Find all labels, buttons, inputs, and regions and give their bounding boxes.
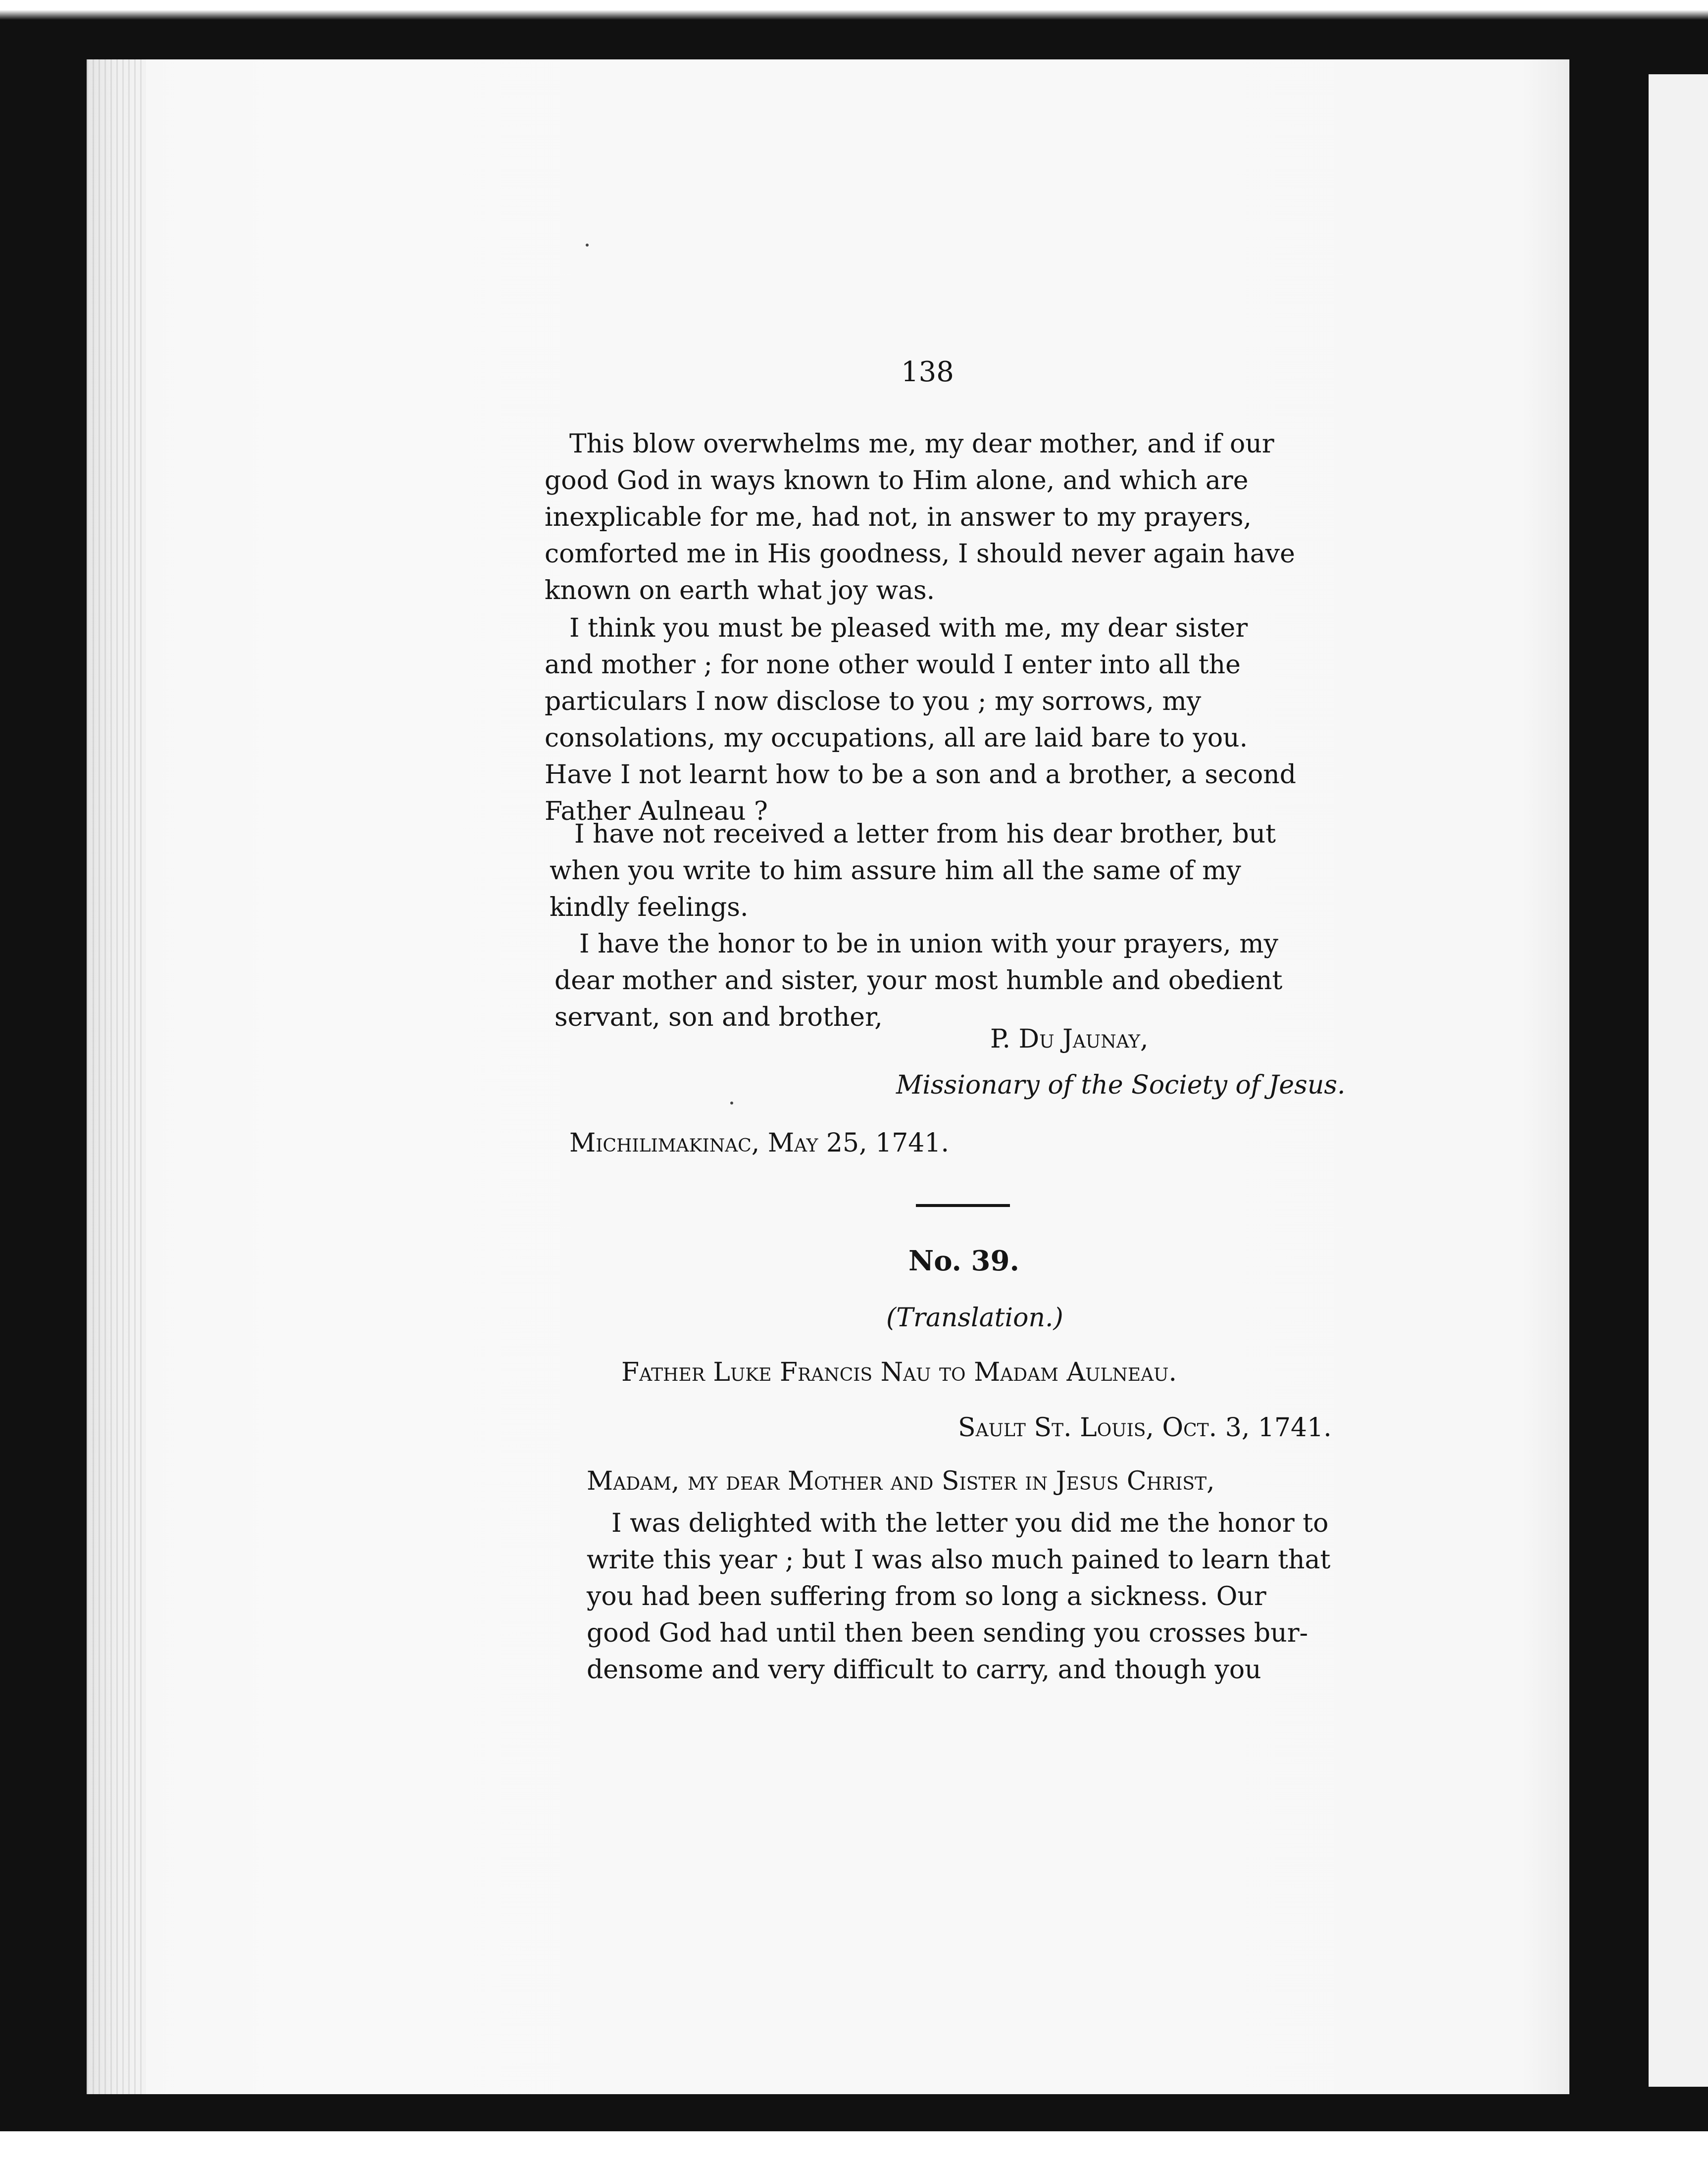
text-line: when you write to him assure him all the same of my <box>550 856 1241 886</box>
text-line: I was delighted with the letter you did me the honor to <box>611 1508 1329 1538</box>
letter1-paragraph-3 <box>550 816 1352 926</box>
closing-line: servant, son and brother, <box>554 1003 883 1032</box>
signature: P. Du Jaunay, <box>990 1024 1149 1054</box>
letter1-paragraph-1 <box>545 426 1347 609</box>
text-line: comforted me in His goodness, I should never again have <box>545 539 1295 569</box>
text-line: densome and very difficult to carry, and though you <box>587 1655 1261 1685</box>
text-line: write this year ; but I was also much pained to learn that <box>587 1545 1331 1575</box>
salutation <box>587 1463 1215 1500</box>
text-line: inexplicable for me, had not, in answer to my prayers, <box>545 503 1252 532</box>
text-line: dear mother and sister, your most humble and obedient <box>554 966 1283 996</box>
text-line: Father Aulneau ? <box>545 797 768 826</box>
text-line: This blow overwhelms me, my dear mother, and if our <box>569 429 1274 459</box>
text-line: known on earth what joy was. <box>545 576 935 605</box>
speck <box>586 244 589 247</box>
letter2-paragraph <box>587 1505 1389 1688</box>
signature-title: Missionary of the Society of Jesus. <box>896 1070 1346 1100</box>
text-line: I think you must be pleased with me, my dear sister <box>569 613 1248 643</box>
text-line: good God in ways known to Him alone, and which are <box>545 466 1249 496</box>
text-line: I have the honor to be in union with your prayers, my <box>579 929 1279 959</box>
text-line: kindly feelings. <box>550 893 749 922</box>
text-line: you had been suffering from so long a sickness. Our <box>587 1582 1266 1611</box>
scan-border-right-outer <box>1649 0 1708 2161</box>
scan-border-left <box>0 0 87 2161</box>
letter1-paragraph-4 <box>554 926 1356 1036</box>
letter2-title: Father Luke Francis Nau to Madam Aulneau. <box>621 1357 1177 1387</box>
text-line: good God had until then been sending you crosses bur- <box>587 1618 1308 1648</box>
page-edge <box>87 59 146 2094</box>
salutation-text: Madam, my dear Mother and Sister in Jesus Christ, <box>587 1466 1215 1496</box>
text-line: and mother ; for none other would I enter into all the <box>545 650 1241 680</box>
speck <box>730 1102 733 1105</box>
section-divider <box>916 1204 1010 1207</box>
letter-number: No. 39. <box>908 1245 1019 1277</box>
text-line: consolations, my occupations, all are laid bare to you. <box>545 723 1248 753</box>
letter1-paragraph-2 <box>545 610 1347 830</box>
page-number: 138 <box>901 356 954 388</box>
book-page <box>87 59 1569 2094</box>
translation-note: (Translation.) <box>886 1303 1063 1333</box>
text-line: I have not received a letter from his dear brother, but <box>574 819 1276 849</box>
letter1-place-date: Michilimakinac, May 25, 1741. <box>569 1128 949 1158</box>
scan-border-bottom-outer <box>0 2131 1708 2161</box>
text-line: Have I not learnt how to be a son and a brother, a second <box>545 760 1297 790</box>
text-line: particulars I now disclose to you ; my sorrows, my <box>545 687 1202 716</box>
letter2-place-date: Sault St. Louis, Oct. 3, 1741. <box>958 1413 1332 1443</box>
